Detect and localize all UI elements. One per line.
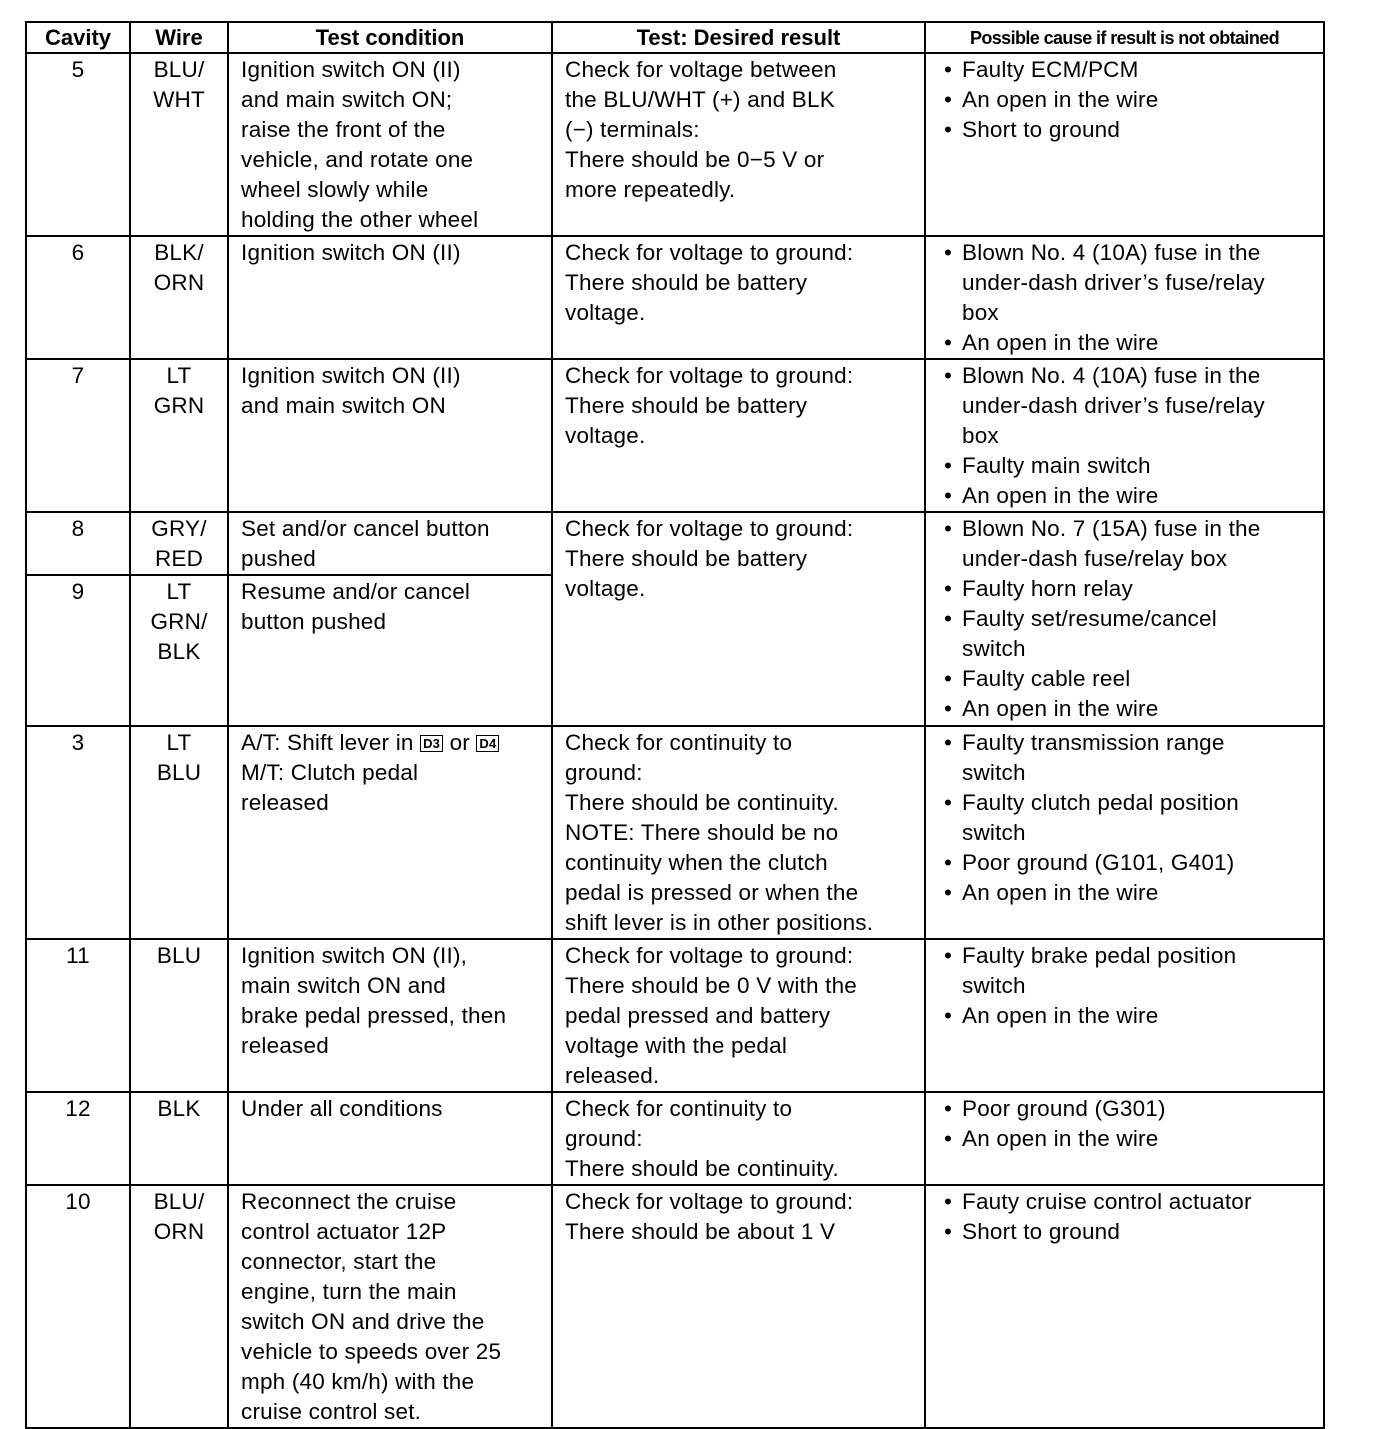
list-item: • Short to ground <box>943 117 1121 142</box>
condition-cell: Under all conditions <box>228 1092 552 1185</box>
cause-cell <box>925 359 1324 512</box>
condition-cell: Ignition switch ON (II) and main switch ON; raise the front of the vehicle, and rotate one wheel slowly while holding the other wheel <box>228 53 552 236</box>
list-item: • An open in the wire <box>943 696 1159 721</box>
wire-cell: BLK/ ORN <box>130 236 228 359</box>
result-cell: Check for voltage to ground: There should be battery voltage. <box>552 359 925 512</box>
cause-cell <box>925 1092 1324 1185</box>
list-item: • Blown No. 7 (15A) fuse in the under-dash fuse/relay box <box>943 516 1261 571</box>
table-row <box>26 726 1324 939</box>
cavity-cell: 10 <box>26 1185 130 1428</box>
cavity-cell: 9 <box>26 575 130 726</box>
or-text: or <box>449 730 470 755</box>
table-row <box>26 236 1324 359</box>
wire-cell: BLU/ ORN <box>130 1185 228 1428</box>
table-row <box>26 53 1324 236</box>
cause-cell <box>925 726 1324 939</box>
result-cell: Check for continuity to ground: There should be continuity. <box>552 1092 925 1185</box>
header-desired-result: Test: Desired result <box>552 22 925 53</box>
result-cell: Check for voltage to ground: There should be 0 V with the pedal pressed and battery voltage with the pedal released. <box>552 939 925 1092</box>
cavity-cell: 7 <box>26 359 130 512</box>
list-item: • Faulty transmission range switch <box>943 730 1225 785</box>
result-cell: Check for voltage to ground: There should be battery voltage. <box>552 512 925 726</box>
cause-cell <box>925 236 1324 359</box>
list-item: • An open in the wire <box>943 87 1159 112</box>
wire-cell: BLU/ WHT <box>130 53 228 236</box>
table-row <box>26 939 1324 1092</box>
result-cell: Check for voltage to ground: There should be battery voltage. <box>552 236 925 359</box>
list-item: • Blown No. 4 (10A) fuse in the under-dash driver’s fuse/relay box <box>943 240 1265 325</box>
table-row <box>26 1092 1324 1185</box>
wire-cell: GRY/ RED <box>130 512 228 575</box>
header-row <box>26 22 1324 53</box>
list-item: • Blown No. 4 (10A) fuse in the under-dash driver’s fuse/relay box <box>943 363 1265 448</box>
list-item: • An open in the wire <box>943 880 1159 905</box>
cavity-cell: 6 <box>26 236 130 359</box>
list-item: • Fauty cruise control actuator <box>943 1189 1252 1214</box>
cause-cell <box>925 512 1324 726</box>
header-cavity: Cavity <box>26 22 130 53</box>
result-cell: Check for voltage to ground: There should be about 1 V <box>552 1185 925 1428</box>
list-item: • Faulty horn relay <box>943 576 1133 601</box>
list-item: • An open in the wire <box>943 483 1159 508</box>
list-item: • Faulty brake pedal position switch <box>943 943 1237 998</box>
cause-cell <box>925 939 1324 1092</box>
condition-cell: Reconnect the cruise control actuator 12P connector, start the engine, turn the main switch ON and drive the vehicle to speeds over 25 mph (40 km/h) with the cruise control set. <box>228 1185 552 1428</box>
cavity-cell: 3 <box>26 726 130 939</box>
list-item: • An open in the wire <box>943 330 1159 355</box>
condition-cell: A/T: Shift lever in D3 or D4 M/T: Clutch pedal released <box>228 726 552 939</box>
table-row <box>26 1185 1324 1428</box>
cruise-control-test-table <box>25 21 1325 1429</box>
header-test-condition: Test condition <box>228 22 552 53</box>
list-item: • Short to ground <box>943 1219 1121 1244</box>
list-item: • Faulty main switch <box>943 453 1151 478</box>
list-item: • Poor ground (G101, G401) <box>943 850 1235 875</box>
header-possible-cause: Possible cause if result is not obtained <box>925 22 1324 53</box>
condition-cell: Resume and/or cancel button pushed <box>228 575 552 726</box>
wire-cell: BLU <box>130 939 228 1092</box>
cause-cell <box>925 53 1324 236</box>
shift-lever-text: A/T: Shift lever in <box>241 730 414 755</box>
d4-position-icon: D4 <box>476 735 499 752</box>
list-item: • An open in the wire <box>943 1003 1159 1028</box>
cavity-cell: 12 <box>26 1092 130 1185</box>
d3-position-icon: D3 <box>420 735 443 752</box>
wire-cell: LT GRN/ BLK <box>130 575 228 726</box>
list-item: • Faulty set/resume/cancel switch <box>943 606 1217 661</box>
wire-cell: LT GRN <box>130 359 228 512</box>
condition-cell: Ignition switch ON (II), main switch ON and brake pedal pressed, then released <box>228 939 552 1092</box>
result-cell: Check for continuity to ground: There should be continuity. NOTE: There should be no continuity when the clutch pedal is pressed or when the shift lever is in other positions. <box>552 726 925 939</box>
result-cell: Check for voltage between the BLU/WHT (+) and BLK (−) terminals: There should be 0−5 V or more repeatedly. <box>552 53 925 236</box>
list-item: • Poor ground (G301) <box>943 1096 1166 1121</box>
wire-cell: LT BLU <box>130 726 228 939</box>
condition-cell: Ignition switch ON (II) and main switch ON <box>228 359 552 512</box>
list-item: • An open in the wire <box>943 1126 1159 1151</box>
cavity-cell: 11 <box>26 939 130 1092</box>
condition-cell: Set and/or cancel button pushed <box>228 512 552 575</box>
cavity-cell: 8 <box>26 512 130 575</box>
list-item: • Faulty cable reel <box>943 666 1131 691</box>
table-row <box>26 359 1324 512</box>
wire-cell: BLK <box>130 1092 228 1185</box>
list-item: • Faulty clutch pedal position switch <box>943 790 1240 845</box>
cause-cell <box>925 1185 1324 1428</box>
table-row <box>26 512 1324 575</box>
cavity-cell: 5 <box>26 53 130 236</box>
header-wire: Wire <box>130 22 228 53</box>
list-item: • Faulty ECM/PCM <box>943 57 1139 82</box>
condition-cell: Ignition switch ON (II) <box>228 236 552 359</box>
